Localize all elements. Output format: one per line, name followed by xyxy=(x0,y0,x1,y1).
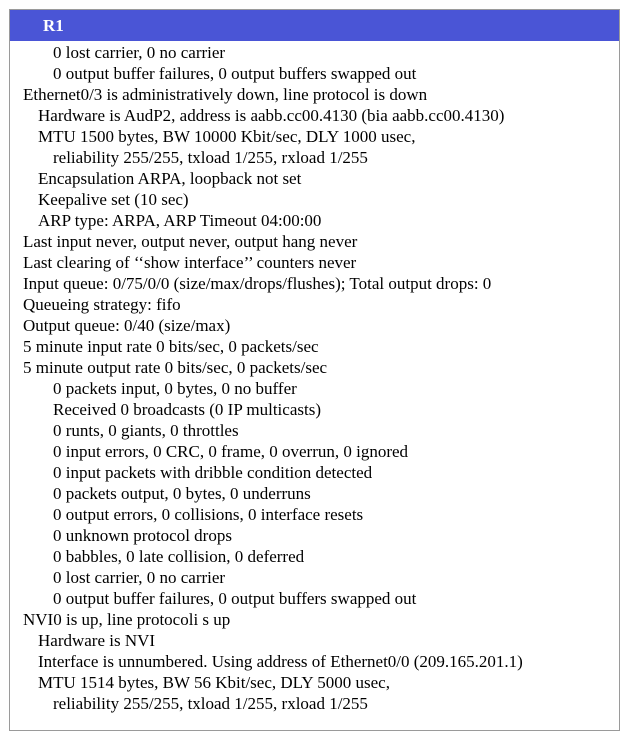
console-line: 5 minute output rate 0 bits/sec, 0 packets/sec xyxy=(23,358,328,377)
console-line: Hardware is AudP2, address is aabb.cc00.4130 (bia aabb.cc00.4130) xyxy=(38,106,505,125)
console-line: ARP type: ARPA, ARP Timeout 04:00:00 xyxy=(38,211,322,230)
console-line: reliability 255/255, txload 1/255, rxload 1/255 xyxy=(53,694,368,713)
console-line: Last clearing of ‘‘show interface’’ counters never xyxy=(23,253,357,272)
console-line: Ethernet0/3 is administratively down, line protocol is down xyxy=(23,85,428,104)
console-line: Input queue: 0/75/0/0 (size/max/drops/flushes); Total output drops: 0 xyxy=(23,274,492,293)
console-line: 0 babbles, 0 late collision, 0 deferred xyxy=(53,547,305,566)
console-line: 0 runts, 0 giants, 0 throttles xyxy=(53,421,239,440)
console-line: 0 packets input, 0 bytes, 0 no buffer xyxy=(53,379,297,398)
console-line: MTU 1514 bytes, BW 56 Kbit/sec, DLY 5000 usec, xyxy=(38,673,390,692)
console-line: Output queue: 0/40 (size/max) xyxy=(23,316,231,335)
console-line: 0 output buffer failures, 0 output buffers swapped out xyxy=(53,589,417,608)
console-line: 0 input errors, 0 CRC, 0 frame, 0 overrun, 0 ignored xyxy=(53,442,409,461)
console-line: 5 minute input rate 0 bits/sec, 0 packets/sec xyxy=(23,337,319,356)
console-line: 0 unknown protocol drops xyxy=(53,526,232,545)
console-line: Interface is unnumbered. Using address of Ethernet0/0 (209.165.201.1) xyxy=(38,652,523,671)
console-line: NVI0 is up, line protocoli s up xyxy=(23,610,231,629)
console-line: 0 packets output, 0 bytes, 0 underruns xyxy=(53,484,311,503)
console-line: Received 0 broadcasts (0 IP multicasts) xyxy=(53,400,321,419)
console-line: Last input never, output never, output hang never xyxy=(23,232,358,251)
console-line: Keepalive set (10 sec) xyxy=(38,190,189,209)
console-line: Hardware is NVI xyxy=(38,631,156,650)
console-line: 0 output buffer failures, 0 output buffers swapped out xyxy=(53,64,417,83)
console-line: 0 input packets with dribble condition detected xyxy=(53,463,373,482)
console-output xyxy=(10,41,619,714)
console-line: reliability 255/255, txload 1/255, rxload 1/255 xyxy=(53,148,368,167)
console-line: 0 output errors, 0 collisions, 0 interface resets xyxy=(53,505,364,524)
console-line: 0 lost carrier, 0 no carrier xyxy=(53,43,226,62)
console-line: Queueing strategy: fifo xyxy=(23,295,181,314)
console-line: 0 lost carrier, 0 no carrier xyxy=(53,568,226,587)
console-line: MTU 1500 bytes, BW 10000 Kbit/sec, DLY 1000 usec, xyxy=(38,127,416,146)
console-line: Encapsulation ARPA, loopback not set xyxy=(38,169,302,188)
terminal-window xyxy=(9,9,620,731)
window-title: R1 xyxy=(10,10,619,41)
